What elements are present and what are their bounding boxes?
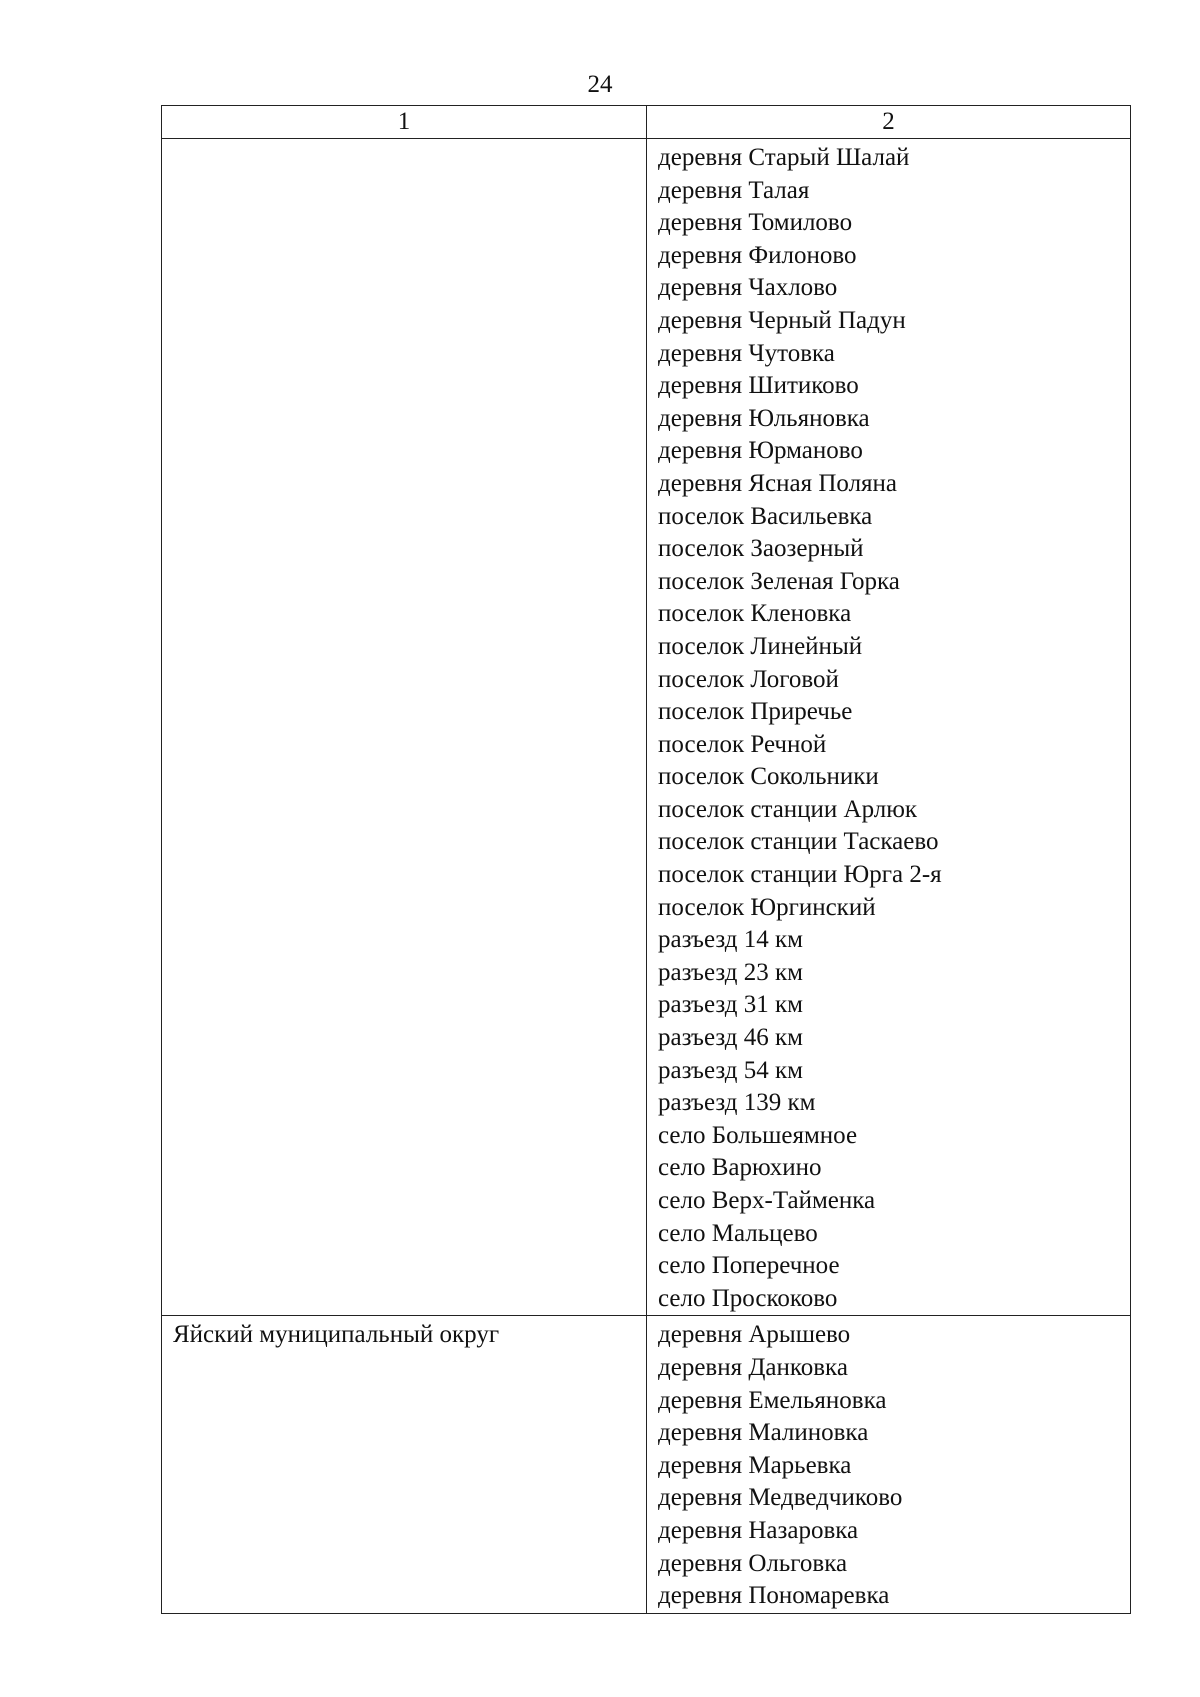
- settlement-item: деревня Емельяновка: [658, 1386, 887, 1414]
- settlement-item: деревня Филоново: [658, 241, 857, 269]
- settlement-item: поселок Логовой: [658, 665, 839, 693]
- settlement-item: деревня Марьевка: [658, 1451, 852, 1479]
- settlement-item: деревня Ясная Поляна: [658, 469, 898, 497]
- settlement-item: поселок Линейный: [658, 632, 863, 660]
- settlement-item: разъезд 23 км: [658, 958, 803, 986]
- settlement-item: деревня Медведчиково: [658, 1484, 903, 1512]
- settlement-item: разъезд 31 км: [658, 991, 803, 1019]
- table-header: [162, 106, 1131, 139]
- settlement-item: разъезд 46 км: [658, 1024, 803, 1052]
- table-row: [162, 139, 1131, 1316]
- settlement-item: деревня Назаровка: [658, 1516, 859, 1544]
- settlement-item: деревня Чутовка: [658, 339, 835, 367]
- settlement-item: деревня Ольговка: [658, 1549, 848, 1577]
- table-header-row: [162, 106, 1131, 139]
- settlements-table: [161, 105, 1131, 1614]
- settlement-item: разъезд 139 км: [658, 1089, 816, 1117]
- settlement-item: поселок Приречье: [658, 698, 853, 726]
- settlements-cell: [647, 139, 1131, 1316]
- table-body: [162, 139, 1131, 1614]
- settlement-item: разъезд 54 км: [658, 1056, 803, 1084]
- settlement-item: село Мальцево: [658, 1219, 818, 1247]
- column-header-1: 1: [162, 106, 647, 139]
- settlement-item: село Большеямное: [658, 1121, 858, 1149]
- settlement-item: разъезд 14 км: [658, 926, 803, 954]
- settlement-item: деревня Талая: [658, 176, 810, 204]
- settlement-item: поселок Сокольники: [658, 763, 879, 791]
- settlement-item: село Проскоково: [658, 1284, 838, 1312]
- settlement-item: деревня Малиновка: [658, 1419, 869, 1447]
- district-cell: [162, 139, 647, 1316]
- page-number: 24: [587, 71, 613, 98]
- settlement-item: деревня Черный Падун: [658, 306, 906, 334]
- settlement-item: деревня Старый Шалай: [658, 144, 910, 171]
- column-header-2: 2: [647, 106, 1131, 139]
- settlement-item: поселок Речной: [658, 730, 827, 758]
- settlement-item: деревня Пономаревка: [658, 1582, 890, 1610]
- settlement-item: деревня Данковка: [658, 1353, 848, 1381]
- settlement-item: деревня Томилово: [658, 209, 853, 237]
- settlement-item: деревня Чахлово: [658, 274, 838, 302]
- settlement-item: поселок Кленовка: [658, 600, 852, 628]
- table-row: [162, 1316, 1131, 1613]
- district-cell: Яйский муниципальный округ: [162, 1316, 647, 1613]
- settlement-item: поселок станции Юрга 2-я: [658, 861, 942, 889]
- settlements-cell: [647, 1316, 1131, 1613]
- settlement-item: село Поперечное: [658, 1252, 840, 1280]
- settlement-item: село Верх-Тайменка: [658, 1187, 876, 1214]
- settlement-item: деревня Арышево: [658, 1321, 851, 1349]
- settlement-item: поселок станции Таскаево: [658, 828, 939, 856]
- settlement-item: село Варюхино: [658, 1154, 822, 1182]
- settlement-item: поселок Васильевка: [658, 502, 873, 530]
- settlement-item: деревня Юрманово: [658, 437, 863, 465]
- settlement-item: поселок станции Арлюк: [658, 795, 918, 823]
- settlement-item: поселок Зеленая Горка: [658, 567, 900, 595]
- settlement-item: поселок Юргинский: [658, 893, 876, 921]
- settlement-item: деревня Шитиково: [658, 372, 859, 400]
- settlement-item: деревня Юльяновка: [658, 404, 870, 432]
- settlement-item: поселок Заозерный: [658, 535, 864, 563]
